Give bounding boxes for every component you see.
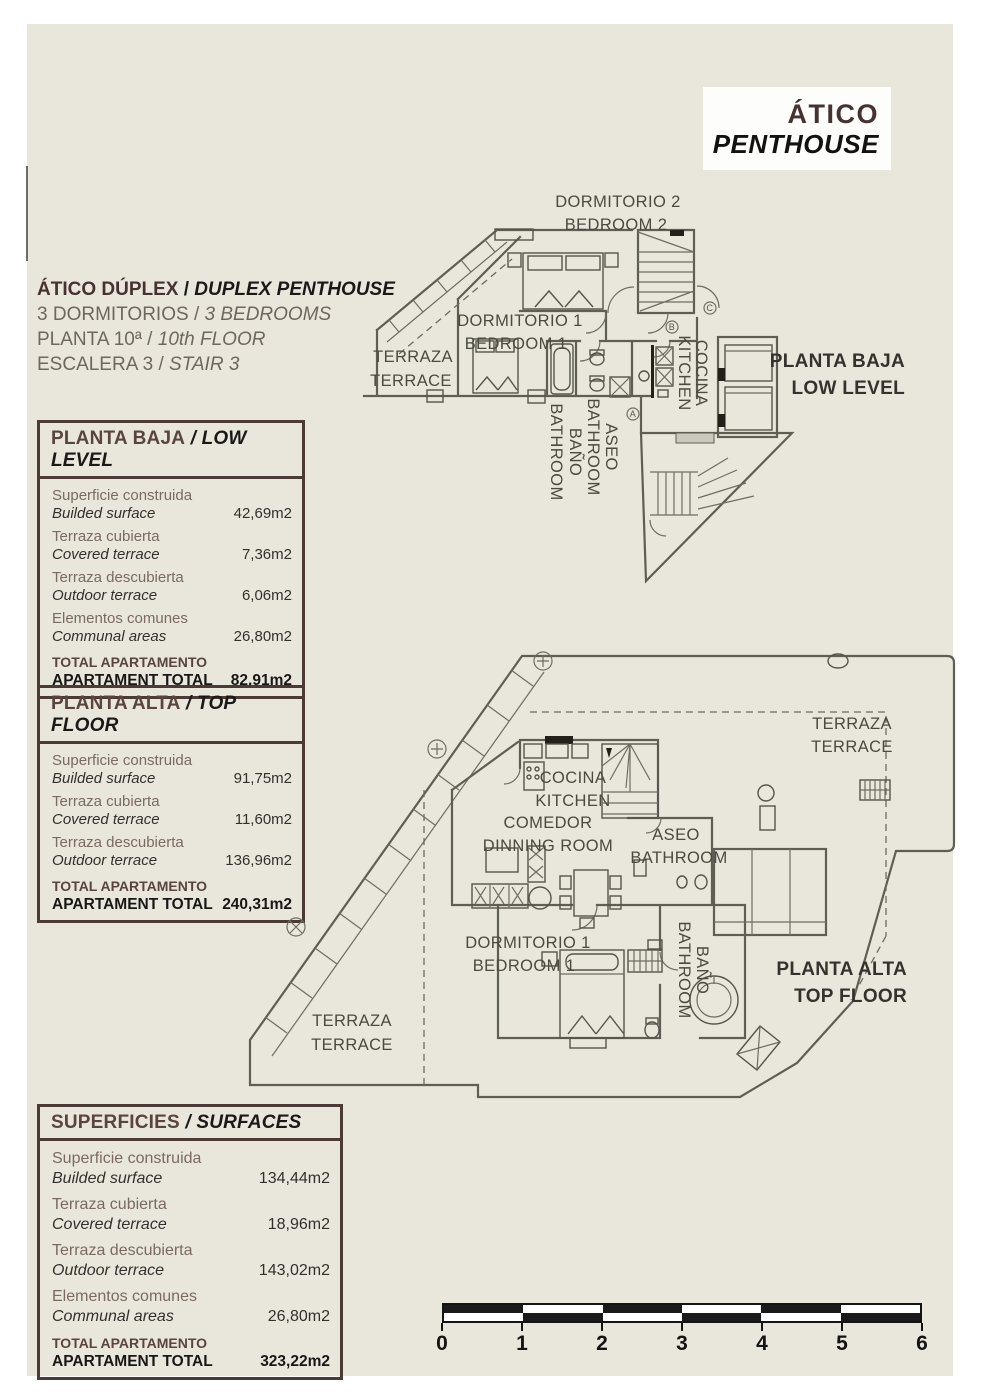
- table-row: Superficie construida Builded surface 134,44m2: [52, 1150, 330, 1187]
- table-header-es: PLANTA BAJA: [51, 428, 186, 449]
- table-total-row: TOTAL APARTAMENTO APARTAMENT TOTAL 240,31m2: [52, 878, 292, 913]
- room-label-bath-es: BAÑO: [693, 945, 711, 995]
- table-row: Superficie construida Builded surface 91,75m2: [52, 752, 292, 787]
- value: 134,44m2: [258, 1170, 330, 1187]
- table-header-es: SUPERFICIES: [51, 1112, 180, 1133]
- stairs-upper: [638, 230, 694, 311]
- side-label-top-es: PLANTA ALTA: [776, 959, 907, 980]
- side-label-top-floor: [776, 956, 907, 1010]
- scale-bar: [436, 1303, 928, 1358]
- room-label-bedroom2-en: BEDROOM 2: [564, 216, 668, 234]
- scale-label: 4: [756, 1332, 768, 1355]
- floorplan-top-floor: [240, 645, 965, 1110]
- elevators: [718, 337, 777, 437]
- kitchen-fixtures: [651, 345, 673, 398]
- value: 18,96m2: [267, 1216, 330, 1233]
- scale-bar-segments: [442, 1303, 922, 1323]
- info-stair-en: STAIR 3: [169, 354, 240, 375]
- room-label-aseo-en: BATHROOM: [630, 849, 728, 867]
- value: 11,60m2: [234, 811, 292, 828]
- separator: /: [185, 428, 202, 449]
- table-row: Elementos comunes Communal areas 26,80m2: [52, 1288, 330, 1325]
- room-label-kitchen-es: COCINA: [692, 339, 710, 407]
- room-label-terrace-es: TERRAZA: [373, 348, 453, 366]
- living-dining-furniture: [472, 846, 621, 928]
- pergola-hatch-band: [265, 670, 544, 1056]
- room-label-bedroom1-es: DORMITORIO 1: [457, 312, 583, 330]
- value: 42,69m2: [233, 505, 292, 522]
- side-label-top-en: TOP FLOOR: [794, 986, 907, 1007]
- separator: /: [141, 329, 158, 350]
- separator: /: [179, 1112, 197, 1133]
- table-header-es: PLANTA ALTA: [51, 693, 181, 714]
- value: 7,36m2: [241, 546, 292, 563]
- table-header-en: TOP FLOOR: [51, 693, 236, 736]
- marker-b: B: [668, 322, 676, 332]
- separator: /: [153, 354, 170, 375]
- apartment-info: [37, 277, 395, 377]
- value: 26,80m2: [233, 628, 292, 645]
- info-floor-es: PLANTA 10ª: [37, 329, 142, 350]
- value: 143,02m2: [258, 1262, 330, 1279]
- room-label-bath-es: BAÑO: [566, 427, 584, 477]
- room-label-bedroom1-en: BEDROOM 1: [472, 957, 576, 975]
- info-bedrooms-es: 3 DORMITORIOS: [37, 304, 189, 325]
- marker-a: A: [629, 409, 637, 419]
- room-label-bedroom1-es: DORMITORIO 1: [465, 934, 591, 952]
- room-label-dining-es: COMEDOR: [503, 814, 593, 832]
- room-label-aseo-es: ASEO: [602, 423, 620, 471]
- separator: /: [178, 279, 195, 300]
- info-floor-en: 10th FLOOR: [157, 329, 266, 350]
- info-line-bedrooms: [37, 302, 395, 327]
- table-row: Terraza cubierta Covered terrace 7,36m2: [52, 528, 292, 563]
- table-row: Terraza cubierta Covered terrace 18,96m2: [52, 1196, 330, 1233]
- title-box: [703, 87, 891, 170]
- room-label-aseo-es: ASEO: [652, 826, 700, 844]
- info-line-type: [37, 277, 395, 302]
- room-label-terrace-tr-es: TERRAZA: [812, 715, 892, 733]
- stair-core-triangle: [641, 433, 792, 581]
- table-row: Terraza descubierta Outdoor terrace 136,96m2: [52, 834, 292, 869]
- scale-label: 5: [836, 1332, 848, 1355]
- info-line-floor: [37, 327, 395, 352]
- scale-label: 2: [596, 1332, 608, 1355]
- marker-c: C: [706, 303, 714, 313]
- room-label-bath-en: BATHROOM: [675, 921, 693, 1019]
- table-row: Terraza cubierta Covered terrace 11,60m2: [52, 793, 292, 828]
- side-label-low-en: LOW LEVEL: [791, 378, 905, 399]
- info-type-es: ÁTICO DÚPLEX: [37, 279, 179, 300]
- table-row: Superficie construida Builded surface 42,69m2: [52, 487, 292, 522]
- stairs-lower: [650, 433, 754, 536]
- scale-label: 3: [676, 1332, 688, 1355]
- info-stair-es: ESCALERA 3: [37, 354, 154, 375]
- value: 26,80m2: [267, 1308, 330, 1325]
- bath-fixtures: [645, 940, 780, 1070]
- scale-label: 0: [436, 1332, 448, 1355]
- side-label-low-level: [770, 348, 905, 402]
- room-label-bedroom2-es: DORMITORIO 2: [555, 193, 681, 211]
- room-label-kitchen-en: KITCHEN: [535, 792, 611, 810]
- title-es: ÁTICO: [787, 98, 879, 129]
- terrace-dashed-limits: [424, 712, 886, 1085]
- scale-label: 1: [516, 1332, 528, 1355]
- room-label-terrace-en: TERRACE: [370, 372, 452, 390]
- table-header-en: LOW LEVEL: [51, 428, 247, 471]
- value: 91,75m2: [233, 770, 292, 787]
- low-level-walls: [364, 230, 792, 581]
- room-label-dining-en: DINNING ROOM: [482, 837, 614, 855]
- total-value: 240,31m2: [222, 896, 292, 913]
- table-row: Elementos comunes Communal areas 26,80m2: [52, 610, 292, 645]
- scale-bar-numbers: [436, 1332, 928, 1358]
- separator: /: [188, 304, 205, 325]
- room-label-kitchen-en: KITCHEN: [675, 335, 693, 411]
- room-label-terrace-bl-es: TERRAZA: [312, 1012, 392, 1030]
- info-line-stair: [37, 352, 395, 377]
- room-label-kitchen-es: COCINA: [539, 769, 607, 787]
- table-surfaces-header: [40, 1107, 340, 1141]
- floorplan-low-level: [350, 185, 810, 605]
- value: 6,06m2: [241, 587, 292, 604]
- info-type-en: DUPLEX PENTHOUSE: [194, 279, 395, 300]
- room-label-terrace-bl-en: TERRACE: [311, 1036, 393, 1054]
- table-row: Terraza descubierta Outdoor terrace 6,06m2: [52, 569, 292, 604]
- page-edge-mark: [26, 166, 28, 261]
- table-total-row: TOTAL APARTAMENTO APARTAMENT TOTAL 323,22m2: [52, 1335, 330, 1370]
- table-header-en: SURFACES: [196, 1112, 302, 1133]
- value: 136,96m2: [225, 852, 292, 869]
- table-low-level-header: [40, 423, 302, 479]
- side-label-low-es: PLANTA BAJA: [769, 351, 905, 372]
- table-row: Terraza descubierta Outdoor terrace 143,02m2: [52, 1242, 330, 1279]
- table-total-row: TOTAL APARTAMENTO APARTAMENT TOTAL 82,91m2: [52, 654, 292, 689]
- total-value: 82,91m2: [230, 672, 292, 689]
- info-bedrooms-en: 3 BEDROOMS: [204, 304, 332, 325]
- scale-bar-ticks: [442, 1323, 922, 1332]
- bedroom2-furniture: [508, 253, 618, 309]
- separator: /: [180, 693, 197, 714]
- title-en: PENTHOUSE: [712, 128, 879, 159]
- room-label-bedroom1-en: BEDROOM 1: [464, 335, 568, 353]
- table-surfaces: [37, 1104, 343, 1380]
- room-label-bath-en: BATHROOM: [547, 403, 565, 501]
- room-label-aseo-en: BATHROOM: [584, 398, 602, 496]
- top-floor-walls: [452, 740, 826, 1038]
- wardrobe-grid: [628, 950, 662, 972]
- room-label-terrace-tr-en: TERRACE: [811, 738, 893, 756]
- total-value: 323,22m2: [260, 1353, 330, 1370]
- scale-label: 6: [916, 1332, 928, 1355]
